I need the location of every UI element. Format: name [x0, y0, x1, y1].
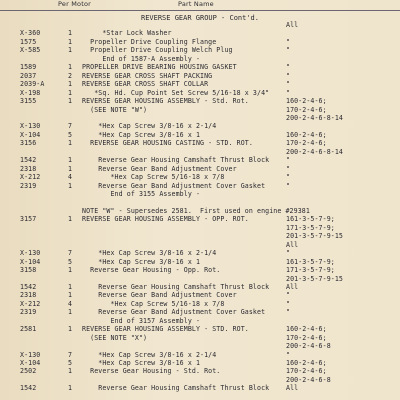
quantity: 4 — [68, 173, 73, 182]
section-title: REVERSE GEAR GROUP - Cont'd. — [140, 14, 259, 22]
quantity: 1 — [68, 384, 73, 393]
quantity: 1 — [68, 325, 73, 334]
part-number: 1542 — [20, 384, 37, 393]
application: 170-2-4-6; — [286, 333, 327, 342]
application: 161-3-5-7-9; — [286, 215, 335, 224]
application: 160-2-4-6; — [286, 97, 327, 106]
application: 170-2-4-6; — [286, 105, 327, 114]
part-description: PROPELLER DRIVE BEARING HOUSING GASKET — [82, 63, 237, 72]
quantity: 1 — [68, 367, 73, 376]
application: 170-2-4-6; — [286, 367, 327, 376]
part-number: 2581 — [20, 325, 37, 334]
application: 200-2-4-6-8-14 — [286, 113, 343, 122]
application: All — [286, 384, 299, 393]
part-number: 1589 — [20, 63, 37, 72]
application: All — [286, 21, 299, 29]
part-description: Reverse Gear Band Adjustment Cover — [82, 164, 237, 173]
part-number: X-130 — [20, 350, 41, 359]
part-description: Propeller Drive Coupling Welch Plug — [82, 46, 233, 55]
part-description: REVERSE GEAR HOUSING ASSEMBLY - OPP. ROT. — [82, 215, 249, 224]
part-number: X-212 — [20, 173, 41, 182]
column-header-bar — [0, 0, 400, 11]
quantity: 1 — [68, 308, 73, 317]
part-number: 2319 — [20, 308, 37, 317]
quantity: 1 — [68, 29, 73, 38]
quantity: 5 — [68, 130, 73, 139]
part-number: 2318 — [20, 291, 37, 300]
part-number: 1575 — [20, 37, 37, 46]
part-description: Reverse Gear Housing Camshaft Thrust Block — [82, 282, 270, 291]
application: " — [286, 181, 291, 190]
part-number: 1542 — [20, 282, 37, 291]
part-description: (SEE NOTE "X") — [82, 333, 148, 342]
per-motor-header: Per Motor — [58, 0, 92, 8]
application: " — [286, 291, 291, 300]
part-description: *Hex Cap Screw 5/16-18 x 7/8 — [82, 299, 225, 308]
application: 170-2-4-6; — [286, 139, 327, 148]
quantity: 1 — [68, 139, 73, 148]
part-number: X-130 — [20, 122, 41, 131]
part-number: 2502 — [20, 367, 37, 376]
application: 171-3-5-7-9; — [286, 266, 335, 275]
application: " — [286, 156, 291, 165]
part-description: NOTE "W" - Supersedes 2581. First used on engine #29381 — [82, 206, 310, 215]
quantity: 1 — [68, 97, 73, 106]
part-description: REVERSE GEAR HOUSING CASTING - STD. ROT. — [82, 139, 253, 148]
part-number: X-104 — [20, 257, 41, 266]
application: 201-3-5-7-9-15 — [286, 274, 343, 283]
application: 201-3-5-7-9-15 — [286, 232, 343, 241]
quantity: 1 — [68, 63, 73, 72]
part-description: Reverse Gear Band Adjustment Cover Gasket — [82, 308, 266, 317]
application: " — [286, 63, 291, 72]
application: " — [286, 249, 291, 258]
part-number: 3155 — [20, 97, 37, 106]
part-description: *Hex Cap Screw 5/16-18 x 7/8 — [82, 173, 225, 182]
application: 171-3-5-7-9; — [286, 223, 335, 232]
part-description: End of 3157 Assembly - — [82, 316, 201, 325]
part-description: Reverse Gear Housing - Std. Rot. — [82, 367, 221, 376]
application: " — [286, 80, 291, 89]
part-description: End of 1587-A Assembly - — [82, 54, 201, 63]
quantity: 1 — [68, 80, 73, 89]
application: " — [286, 299, 291, 308]
application: " — [286, 71, 291, 80]
part-name-header: Part Name — [178, 0, 214, 8]
quantity: 1 — [68, 164, 73, 173]
application: 160-2-4-6; — [286, 130, 327, 139]
part-description: REVERSE GEAR HOUSING ASSEMBLY - Std. Rot. — [82, 97, 249, 106]
quantity: 5 — [68, 257, 73, 266]
part-number: X-104 — [20, 130, 41, 139]
part-description: REVERSE GEAR HOUSING ASSEMBLY - STD. ROT. — [82, 325, 249, 334]
part-description: Reverse Gear Housing Camshaft Thrust Block — [82, 384, 270, 393]
part-description: End of 3155 Assembly - — [82, 190, 201, 198]
part-description: Reverse Gear Housing Camshaft Thrust Block — [82, 156, 270, 165]
quantity: 1 — [68, 156, 73, 165]
quantity: 7 — [68, 249, 73, 258]
application: All — [286, 282, 299, 291]
part-description: *Hex Cap Screw 3/8-16 x 2-1/4 — [82, 249, 217, 258]
quantity: 7 — [68, 122, 73, 131]
quantity: 1 — [68, 291, 73, 300]
application: 200-2-4-6-8 — [286, 375, 331, 384]
part-number: X-585 — [20, 46, 41, 55]
quantity: 1 — [68, 266, 73, 275]
quantity: 2 — [68, 71, 73, 80]
part-description: *Hex Cap Screw 3/8-16 x 2-1/4 — [82, 122, 217, 131]
part-number: 3158 — [20, 266, 37, 275]
part-number: X-104 — [20, 359, 41, 367]
part-number: 1542 — [20, 156, 37, 165]
application: " — [286, 46, 291, 55]
part-description: *Sq. Hd. Cup Point Set Screw 5/16-18 x 3/4" — [82, 88, 270, 97]
application: 200-2-4-6-8-14 — [286, 147, 343, 156]
part-number: X-360 — [20, 29, 41, 38]
application: " — [286, 308, 291, 317]
quantity: 1 — [68, 215, 73, 224]
part-description: *Hex Cap Screw 3/8-16 x 2-1/4 — [82, 350, 217, 359]
application: 200-2-4-6-8 — [286, 342, 331, 351]
part-description: (SEE NOTE "W") — [82, 105, 148, 114]
part-description: Reverse Gear Housing - Opp. Rot. — [82, 266, 221, 275]
part-description: REVERSE GEAR CROSS SHAFT PACKING — [82, 71, 213, 80]
application: " — [286, 88, 291, 97]
quantity: 7 — [68, 350, 73, 359]
application: 160-2-4-6; — [286, 325, 327, 334]
part-number: 2039-A — [20, 80, 45, 89]
quantity: 1 — [68, 46, 73, 55]
part-description: *Hex Cap Screw 3/8-16 x 1 — [82, 257, 201, 266]
application: " — [286, 350, 291, 359]
quantity: 5 — [68, 359, 73, 367]
part-description: *Star Lock Washer — [82, 29, 172, 38]
application: All — [286, 240, 299, 249]
part-number: 3157 — [20, 215, 37, 224]
quantity: 4 — [68, 299, 73, 308]
part-number: 2318 — [20, 164, 37, 173]
part-number: X-198 — [20, 88, 41, 97]
part-number: 3156 — [20, 139, 37, 148]
quantity: 1 — [68, 88, 73, 97]
application: 160-2-4-6; — [286, 359, 327, 367]
application: " — [286, 164, 291, 173]
quantity: 1 — [68, 282, 73, 291]
part-description: *Hex Cap Screw 3/8-16 x 1 — [82, 359, 201, 367]
part-description: Reverse Gear Band Adjustment Cover — [82, 291, 237, 300]
part-number: 2319 — [20, 181, 37, 190]
quantity: 1 — [68, 37, 73, 46]
quantity: 1 — [68, 181, 73, 190]
part-description: *Hex Cap Screw 3/8-16 x 1 — [82, 130, 201, 139]
part-number: 2037 — [20, 71, 37, 80]
part-number: X-212 — [20, 299, 41, 308]
part-number: X-130 — [20, 249, 41, 258]
part-description: REVERSE GEAR CROSS SHAFT COLLAR — [82, 80, 209, 89]
application: " — [286, 173, 291, 182]
part-description: Reverse Gear Band Adjustment Cover Gasket — [82, 181, 266, 190]
application: 161-3-5-7-9; — [286, 257, 335, 266]
application: " — [286, 37, 291, 46]
part-description: Propeller Drive Coupling Flange — [82, 37, 217, 46]
